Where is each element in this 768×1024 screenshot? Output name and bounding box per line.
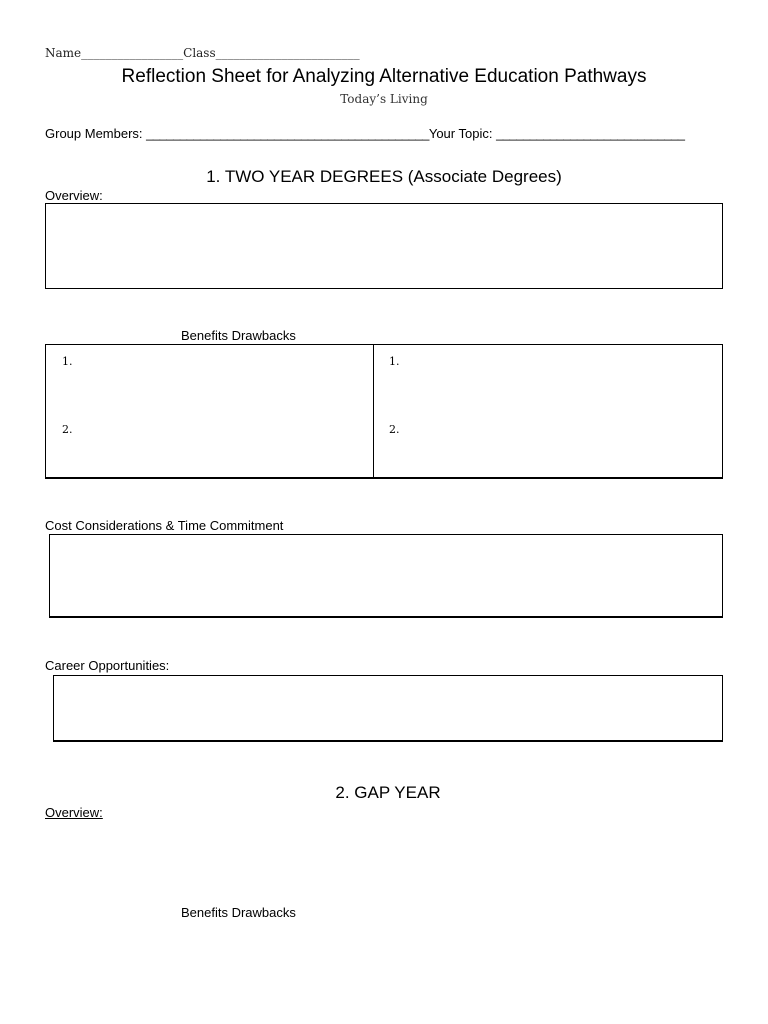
- cost-considerations-label: Cost Considerations & Time Commitment: [45, 518, 284, 533]
- section1-overview-box[interactable]: [45, 203, 723, 289]
- page-subtitle: Today’s Living: [340, 92, 428, 106]
- section2-heading: 2. GAP YEAR: [335, 783, 441, 802]
- benefit-item-1[interactable]: 1.: [62, 355, 73, 368]
- section2-overview-label: Overview:: [45, 805, 103, 820]
- page-title: Reflection Sheet for Analyzing Alternative Education Pathways: [121, 66, 647, 87]
- group-members-blank[interactable]: __________________________________________: [146, 126, 429, 141]
- drawback-item-1[interactable]: 1.: [389, 355, 400, 368]
- cost-considerations-box[interactable]: [49, 534, 723, 618]
- benefit-item-2[interactable]: 2.: [62, 423, 73, 436]
- group-members-label: Group Members:: [45, 126, 143, 141]
- section1-overview-label: Overview:: [45, 188, 103, 203]
- section1-benefits-drawbacks-table: [45, 344, 723, 479]
- section1-benefits-drawbacks-label: Benefits Drawbacks: [181, 328, 296, 343]
- career-opportunities-label: Career Opportunities:: [45, 658, 170, 673]
- section1-heading: 1. TWO YEAR DEGREES (Associate Degrees): [206, 167, 562, 186]
- your-topic-label: Your Topic:: [428, 126, 493, 141]
- drawback-item-2[interactable]: 2.: [389, 423, 400, 436]
- group-members-row: [45, 126, 685, 141]
- your-topic-blank[interactable]: ____________________________: [496, 126, 685, 141]
- name-class-line[interactable]: Name_________________Class________________________: [45, 46, 360, 60]
- career-opportunities-box[interactable]: [53, 675, 723, 742]
- table-divider: [373, 345, 374, 477]
- section2-benefits-drawbacks-label: Benefits Drawbacks: [181, 905, 296, 920]
